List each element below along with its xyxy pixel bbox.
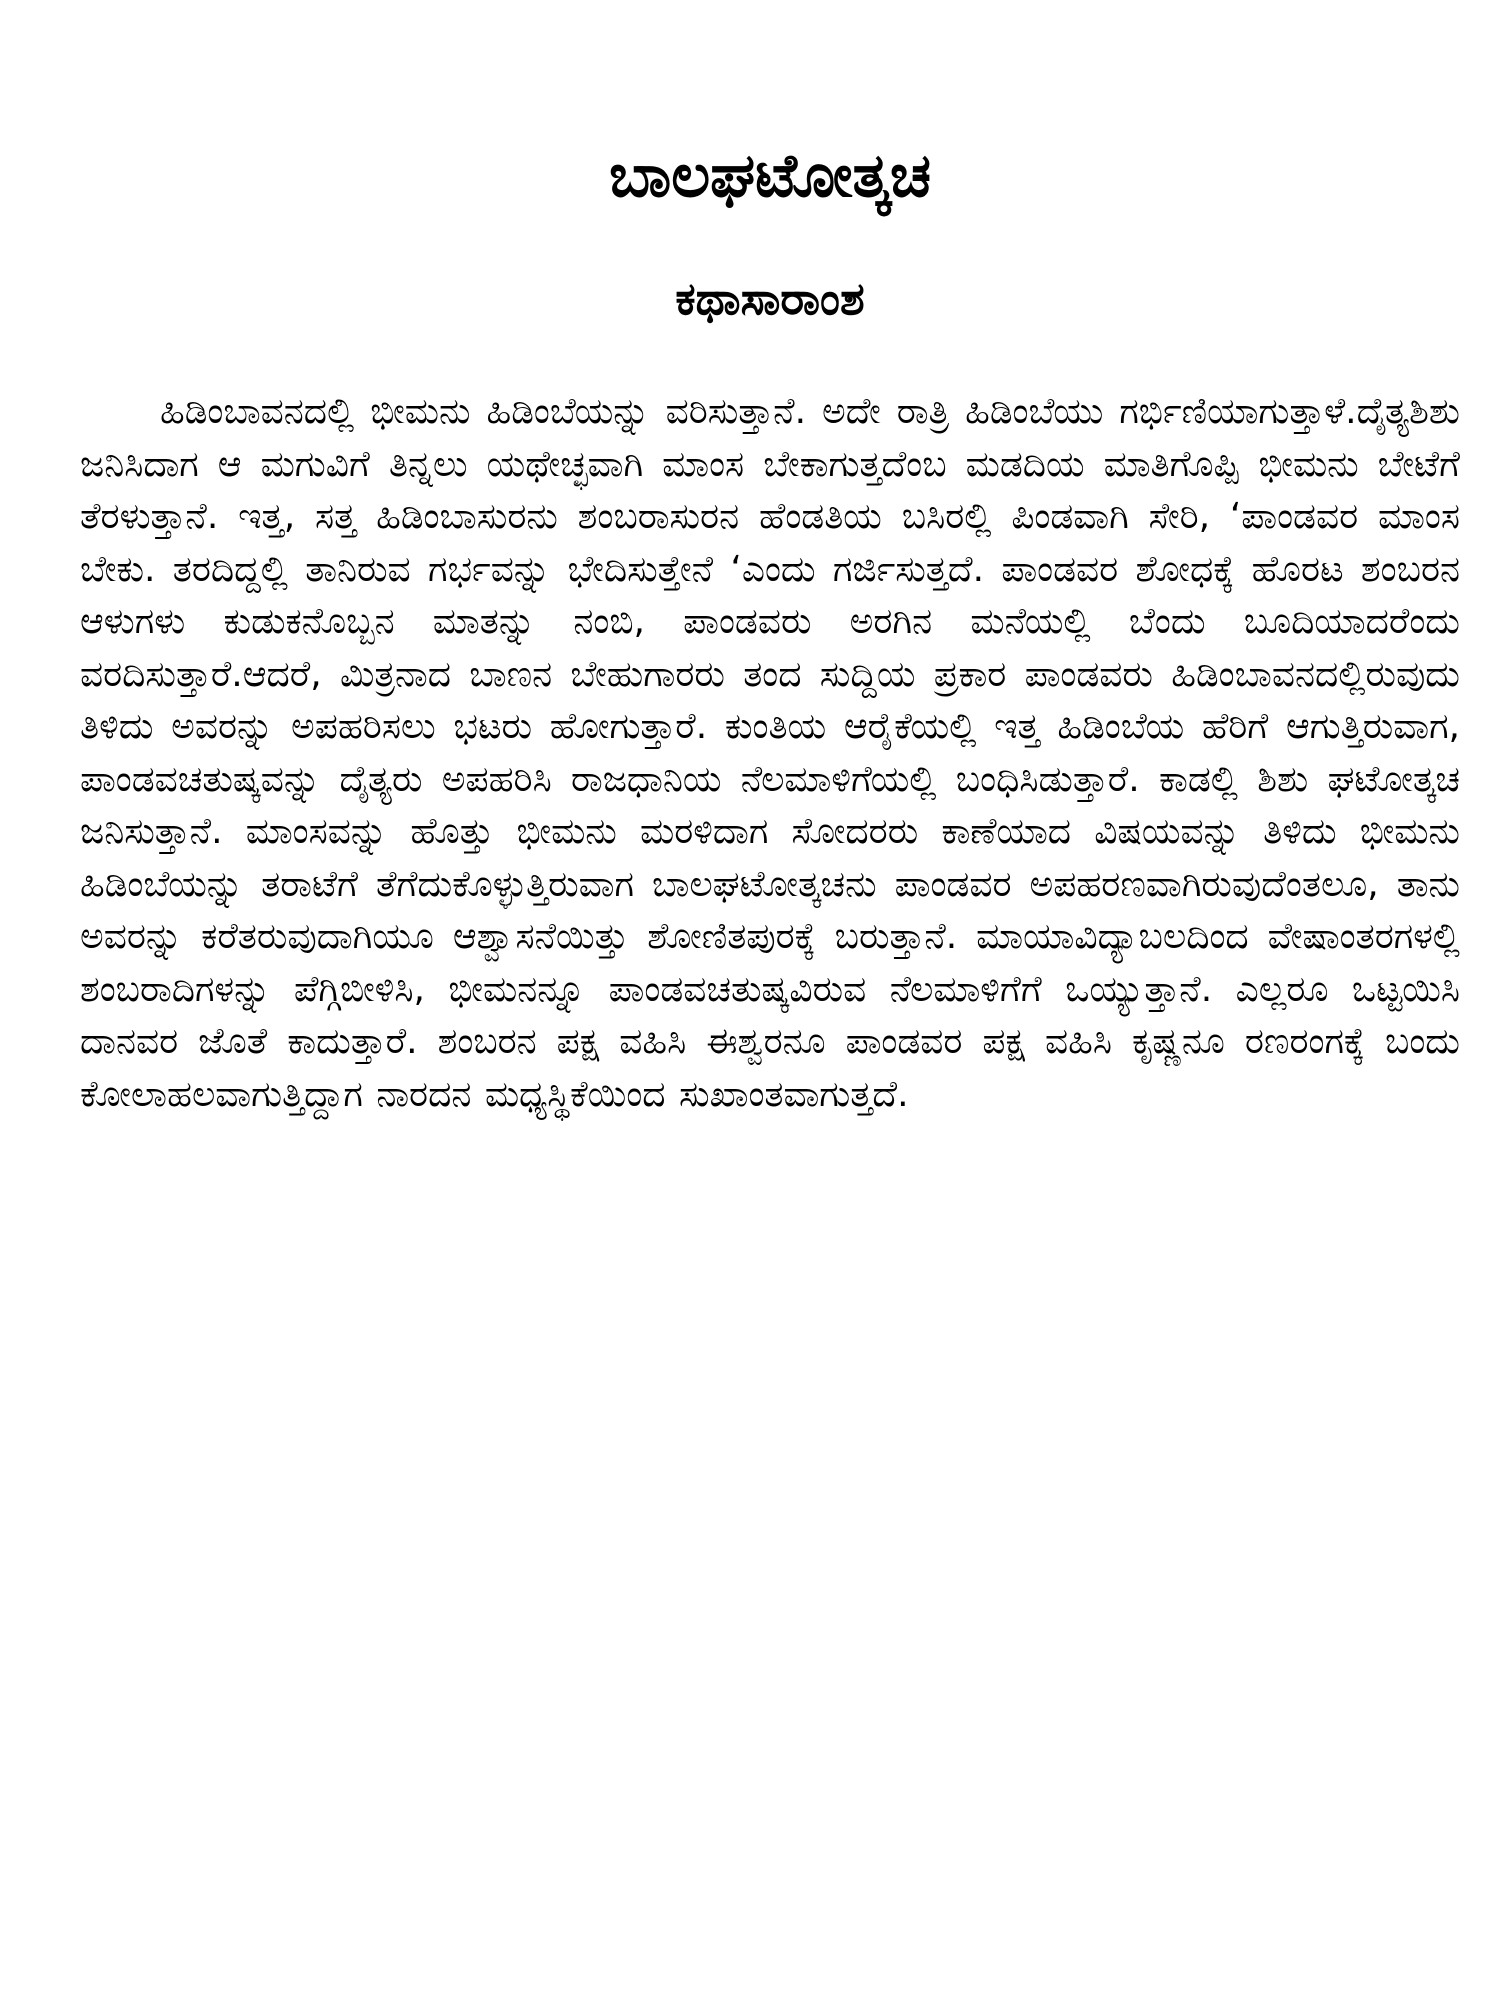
summary-paragraph: ಹಿಡಿಂಬಾವನದಲ್ಲಿ ಭೀಮನು ಹಿಡಿಂಬೆಯನ್ನು ವರಿಸುತ್ತಾನೆ. ಅದೇ ರಾತ್ರಿ ಹಿಡಿಂಬೆಯು ಗರ್ಭಿಣಿಯಾಗುತ್ತಾಳೆ.ದೈತ್ಯಶಿಶು ಜನಿಸಿದಾಗ ಆ ಮಗುವಿಗೆ ತಿನ್ನಲು ಯಥೇಚ್ಛವಾಗಿ ಮಾಂಸ ಬೇಕಾಗುತ್ತದೆಂಬ ಮಡದಿಯ ಮಾತಿಗೊಪ್ಪಿ ಭೀಮನು ಬೇಟೆಗೆ ತೆರಳುತ್ತಾನೆ. ಇತ್ತ, ಸತ್ತ ಹಿಡಿಂಬಾಸುರನು ಶಂಬರಾಸುರನ ಹೆಂಡತಿಯ ಬಸಿರಲ್ಲಿ ಪಿಂಡವಾಗಿ ಸೇರಿ, ‘ಪಾಂಡವರ ಮಾಂಸ ಬೇಕು. ತರದಿದ್ದಲ್ಲಿ ತಾನಿರುವ ಗರ್ಭವನ್ನು ಭೇದಿಸುತ್ತೇನೆ ‘ಎಂದು ಗರ್ಜಿಸುತ್ತದೆ. ಪಾಂಡವರ ಶೋಧಕ್ಕೆ ಹೊರಟ ಶಂಬರನ ಆಳುಗಳು ಕುಡುಕನೊಬ್ಬನ ಮಾತನ್ನು ನಂಬಿ, ಪಾಂಡವರು ಅರಗಿನ ಮನೆಯಲ್ಲಿ ಬೆಂದು ಬೂದಿಯಾದರೆಂದು ವರದಿಸುತ್ತಾರೆ.ಆದರೆ, ಮಿತ್ರನಾದ ಬಾಣನ ಬೇಹುಗಾರರು ತಂದ ಸುದ್ದಿಯ ಪ್ರಕಾರ ಪಾಂಡವರು ಹಿಡಿಂಬಾವನದಲ್ಲಿರುವುದು ತಿಳಿದು ಅವರನ್ನು ಅಪಹರಿಸಲು ಭಟರು ಹೋಗುತ್ತಾರೆ. ಕುಂತಿಯ ಆರೈಕೆಯಲ್ಲಿ ಇತ್ತ ಹಿಡಿಂಬೆಯ ಹೆರಿಗೆ ಆಗುತ್ತಿರುವಾಗ, ಪಾಂಡವಚತುಷ್ಕವನ್ನು ದೈತ್ಯರು ಅಪಹರಿಸಿ ರಾಜಧಾನಿಯ ನೆಲಮಾಳಿಗೆಯಲ್ಲಿ ಬಂಧಿಸಿಡುತ್ತಾರೆ. ಕಾಡಲ್ಲಿ ಶಿಶು ಘಟೋತ್ಕಚ ಜನಿಸುತ್ತಾನೆ. ಮಾಂಸವನ್ನು ಹೊತ್ತು ಭೀಮನು ಮರಳಿದಾಗ ಸೋದರರು ಕಾಣೆಯಾದ ವಿಷಯವನ್ನು ತಿಳಿದು ಭೀಮನು ಹಿಡಿಂಬೆಯನ್ನು ತರಾಟೆಗೆ ತೆಗೆದುಕೊಳ್ಳುತ್ತಿರುವಾಗ ಬಾಲಘಟೋತ್ಕಚನು ಪಾಂಡವರ ಅಪಹರಣವಾಗಿರುವುದೆಂತಲೂ, ತಾನು ಅವರನ್ನು ಕರೆತರುವುದಾಗಿಯೂ ಆಶ್ವಾಸನೆಯಿತ್ತು ಶೋಣಿತಪುರಕ್ಕೆ ಬರುತ್ತಾನೆ. ಮಾಯಾವಿದ್ಯಾಬಲದಿಂದ ವೇಷಾಂತರಗಳಲ್ಲಿ ಶಂಬರಾದಿಗಳನ್ನು ಪೆಗ್ಗಿಬೀಳಿಸಿ, ಭೀಮನನ್ನೂ ಪಾಂಡವಚತುಷ್ಕವಿರುವ ನೆಲಮಾಳಿಗೆಗೆ ಒಯ್ಯುತ್ತಾನೆ. ಎಲ್ಲರೂ ಒಟ್ಟಯಿಸಿ ದಾನವರ ಜೊತೆ ಕಾದುತ್ತಾರೆ. ಶಂಬರನ ಪಕ್ಷ ವಹಿಸಿ ಈಶ್ವರನೂ ಪಾಂಡವರ ಪಕ್ಷ ವಹಿಸಿ ಕೃಷ್ಣನೂ ರಣರಂಗಕ್ಕೆ ಬಂದು ಕೋಲಾಹಲವಾಗುತ್ತಿದ್ದಾಗ ನಾರದನ ಮಧ್ಯಸ್ಥಿಕೆಯಿಂದ ಸುಖಾಂತವಾಗುತ್ತದೆ. [80,391,1460,1115]
document-title: ಬಾಲಘಟೋತ್ಕಚ [609,141,931,211]
document-subtitle: ಕಥಾಸಾರಾಂಶ [675,272,865,325]
document-page [80,140,1460,1121]
